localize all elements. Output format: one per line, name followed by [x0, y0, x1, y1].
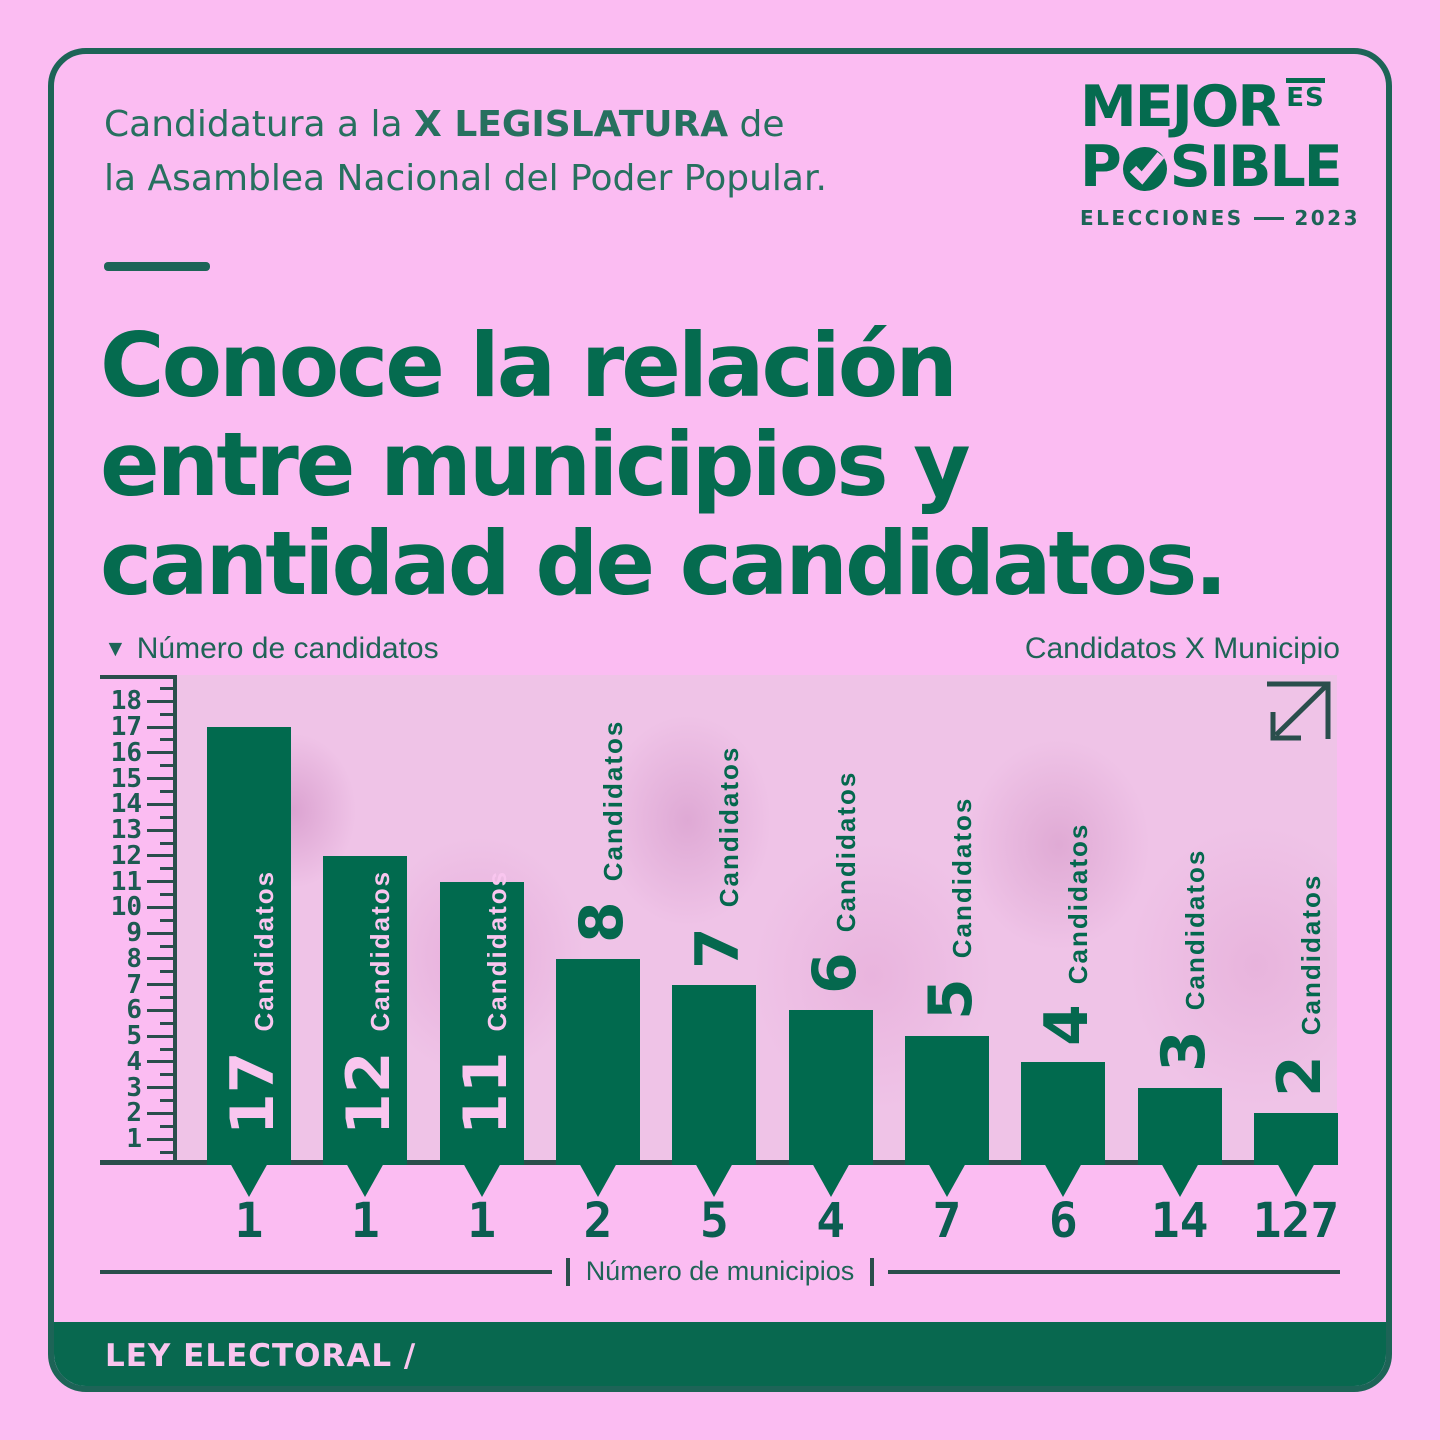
y-tick-minor — [160, 945, 173, 948]
bar-value-number: 17 — [218, 1051, 288, 1135]
logo-row-mejor — [1080, 74, 1360, 140]
y-tick-label: 4 — [126, 1046, 142, 1077]
y-tick-label: 18 — [110, 686, 142, 717]
y-tick-major — [147, 906, 173, 909]
y-tick-minor — [160, 1073, 173, 1076]
y-tick-minor — [160, 816, 173, 819]
bar-value-label — [450, 869, 534, 1135]
bar-value-number: 2 — [1264, 1055, 1335, 1098]
y-tick-major — [147, 880, 173, 883]
bar-pointer-triangle — [579, 1163, 617, 1197]
x-tick-label: 1 — [467, 1193, 497, 1249]
logo-word-es: ES — [1286, 78, 1325, 111]
bar-chart — [100, 675, 1340, 1165]
bar-pointer-triangle — [346, 1163, 384, 1197]
bar-value-unit: Candidatos — [365, 869, 396, 1032]
bar-value-unit: Candidatos — [946, 796, 977, 959]
bar-value-number: 8 — [566, 901, 637, 943]
bar-pointer-triangle — [1161, 1163, 1199, 1197]
bar-value-unit: Candidatos — [481, 869, 512, 1032]
y-tick-minor — [160, 867, 173, 870]
bar — [1254, 1113, 1338, 1165]
title-line-3: cantidad de candidatos. — [100, 512, 1225, 615]
y-tick-label: 16 — [110, 737, 142, 768]
bar-value-unit: Candidatos — [830, 771, 861, 933]
subtitle — [104, 98, 827, 206]
y-tick-label: 8 — [126, 943, 142, 974]
logo-word-mejor: MEJOR — [1080, 74, 1280, 140]
y-tick-major — [147, 726, 173, 729]
y-tick-minor — [160, 1125, 173, 1128]
y-tick-major — [147, 1035, 173, 1038]
y-tick-minor — [160, 738, 173, 741]
y-axis-line — [173, 675, 177, 1165]
y-tick-label: 11 — [110, 866, 142, 897]
y-tick-label: 14 — [110, 789, 142, 820]
y-tick-minor — [160, 1099, 173, 1102]
logo-word-posible-p: P — [1080, 134, 1120, 200]
poster-card — [48, 48, 1392, 1392]
bar — [556, 959, 640, 1165]
x-axis-title-cap-left — [566, 1258, 570, 1286]
y-tick-minor — [160, 790, 173, 793]
bar-value-number: 6 — [799, 952, 870, 995]
bar-value-number: 4 — [1032, 1004, 1103, 1046]
y-axis-title-text: Número de candidatos — [136, 632, 439, 665]
y-tick-minor — [160, 713, 173, 716]
x-tick-label: 2 — [583, 1193, 613, 1249]
bar-value-unit: Candidatos — [249, 869, 279, 1032]
bar — [1138, 1088, 1222, 1165]
y-tick-major — [147, 854, 173, 857]
x-axis-title-cap-right — [870, 1258, 874, 1286]
y-tick-label: 6 — [126, 995, 142, 1026]
y-tick-major — [147, 1086, 173, 1089]
x-tick-label: 7 — [932, 1193, 962, 1249]
logo-tagline-rule — [1254, 217, 1285, 220]
y-tick-minor — [160, 687, 173, 690]
y-tick-major — [147, 700, 173, 703]
subtitle-line2: la Asamblea Nacional del Poder Popular. — [104, 158, 827, 199]
bar-value-number: 5 — [915, 978, 986, 1021]
x-tick-label: 4 — [816, 1193, 846, 1249]
y-tick-major — [147, 1009, 173, 1012]
footer-bar — [54, 1322, 1386, 1392]
bar — [1021, 1062, 1105, 1165]
y-tick-minor — [160, 996, 173, 999]
x-axis-labels — [100, 1194, 1340, 1248]
y-tick-minor — [160, 764, 173, 767]
y-tick-minor — [160, 1151, 173, 1154]
y-tick-label: 17 — [110, 712, 142, 743]
bar-value-label — [683, 745, 766, 969]
x-axis-title: Número de municipios — [585, 1256, 855, 1286]
bar-value-label — [1148, 848, 1232, 1072]
y-tick-label: 9 — [126, 918, 142, 949]
bar-value-label — [334, 869, 417, 1135]
y-tick-minor — [160, 1022, 173, 1025]
bar-value-label — [566, 719, 650, 943]
bar-value-label — [218, 869, 301, 1135]
y-tick-minor — [160, 970, 173, 973]
divider-dash — [104, 262, 210, 271]
y-tick-label: 15 — [110, 763, 142, 794]
y-tick-major — [147, 803, 173, 806]
bar-value-label — [1264, 874, 1348, 1098]
x-axis-title-row — [100, 1256, 1340, 1287]
bar-pointer-triangle — [230, 1163, 268, 1197]
bar-pointer-triangle — [1277, 1163, 1315, 1197]
bar-pointer-triangle — [463, 1163, 501, 1197]
y-tick-label: 1 — [126, 1124, 142, 1155]
y-axis-title — [104, 632, 439, 666]
bar — [905, 1036, 989, 1165]
expand-diagonal-arrow-icon — [1257, 675, 1337, 751]
bar-pointer-triangle — [928, 1163, 966, 1197]
bar-pointer-triangle — [695, 1163, 733, 1197]
subtitle-text: Candidatura a la X LEGISLATURA de la Asamblea Nacional del Poder Popular. — [104, 104, 827, 199]
bar-value-label — [1032, 822, 1115, 1046]
bar-value-number: 12 — [334, 1051, 405, 1135]
checkmark-circle-icon — [1121, 144, 1169, 192]
x-tick-label: 6 — [1048, 1193, 1078, 1249]
y-tick-major — [147, 957, 173, 960]
y-tick-label: 13 — [110, 815, 142, 846]
y-tick-minor — [160, 893, 173, 896]
x-axis-title-rule-right — [888, 1270, 1340, 1274]
y-tick-label: 3 — [126, 1072, 142, 1103]
y-tick-major — [147, 829, 173, 832]
page-title — [100, 316, 1225, 613]
y-axis-cap-line — [100, 675, 177, 679]
y-tick-major — [147, 1138, 173, 1141]
x-tick-label: 127 — [1252, 1193, 1340, 1249]
footer-label: LEY ELECTORAL / — [105, 1338, 417, 1374]
bar-pointer-triangle — [1044, 1163, 1082, 1197]
y-tick-label: 12 — [110, 840, 142, 871]
logo-tagline — [1080, 206, 1360, 230]
bar-value-unit: Candidatos — [1295, 874, 1326, 1036]
y-tick-major — [147, 751, 173, 754]
y-tick-label: 7 — [126, 969, 142, 1000]
y-tick-major — [147, 983, 173, 986]
bar — [672, 985, 756, 1165]
logo-word-posible-rest: SIBLE — [1169, 134, 1341, 200]
y-tick-minor — [160, 1048, 173, 1051]
x-tick-label: 1 — [350, 1193, 380, 1249]
bar-value-label — [915, 796, 999, 1021]
bar-value-unit: Candidatos — [714, 745, 745, 907]
y-tick-label: 5 — [126, 1021, 142, 1052]
x-axis-title-rule-left — [100, 1270, 552, 1274]
y-tick-label: 2 — [126, 1098, 142, 1129]
bar-value-unit: Candidatos — [1063, 822, 1094, 985]
title-line-2: entre municipios y — [100, 413, 968, 516]
x-tick-label: 14 — [1150, 1193, 1209, 1249]
y-tick-major — [147, 777, 173, 780]
logo-row-posible — [1080, 134, 1360, 200]
logo-mejor-es-posible — [1080, 74, 1360, 230]
bar-value-number: 11 — [450, 1051, 521, 1135]
y-tick-label: 10 — [110, 892, 142, 923]
bar — [789, 1010, 873, 1165]
bar-value-unit: Candidatos — [1179, 848, 1210, 1010]
x-tick-label: 5 — [699, 1193, 729, 1249]
title-line-1: Conoce la relación — [100, 314, 955, 417]
bar-value-label — [799, 771, 883, 995]
y-tick-major — [147, 932, 173, 935]
subtitle-bold: X LEGISLATURA — [414, 104, 729, 145]
logo-year-label: 2023 — [1294, 206, 1360, 230]
down-triangle-icon: ▼ — [104, 635, 127, 661]
x-tick-label: 1 — [234, 1193, 264, 1249]
bar-value-unit: Candidatos — [597, 719, 628, 882]
bar-value-number: 7 — [683, 926, 754, 969]
bar-value-number: 3 — [1148, 1029, 1219, 1072]
logo-elecciones-label: ELECCIONES — [1080, 206, 1244, 230]
y-tick-minor — [160, 919, 173, 922]
y-tick-minor — [160, 842, 173, 845]
y-tick-major — [147, 1112, 173, 1115]
legend-label: Candidatos X Municipio — [1024, 632, 1340, 665]
chart-header-labels — [104, 632, 1340, 666]
y-tick-major — [147, 1060, 173, 1063]
bar-pointer-triangle — [812, 1163, 850, 1197]
